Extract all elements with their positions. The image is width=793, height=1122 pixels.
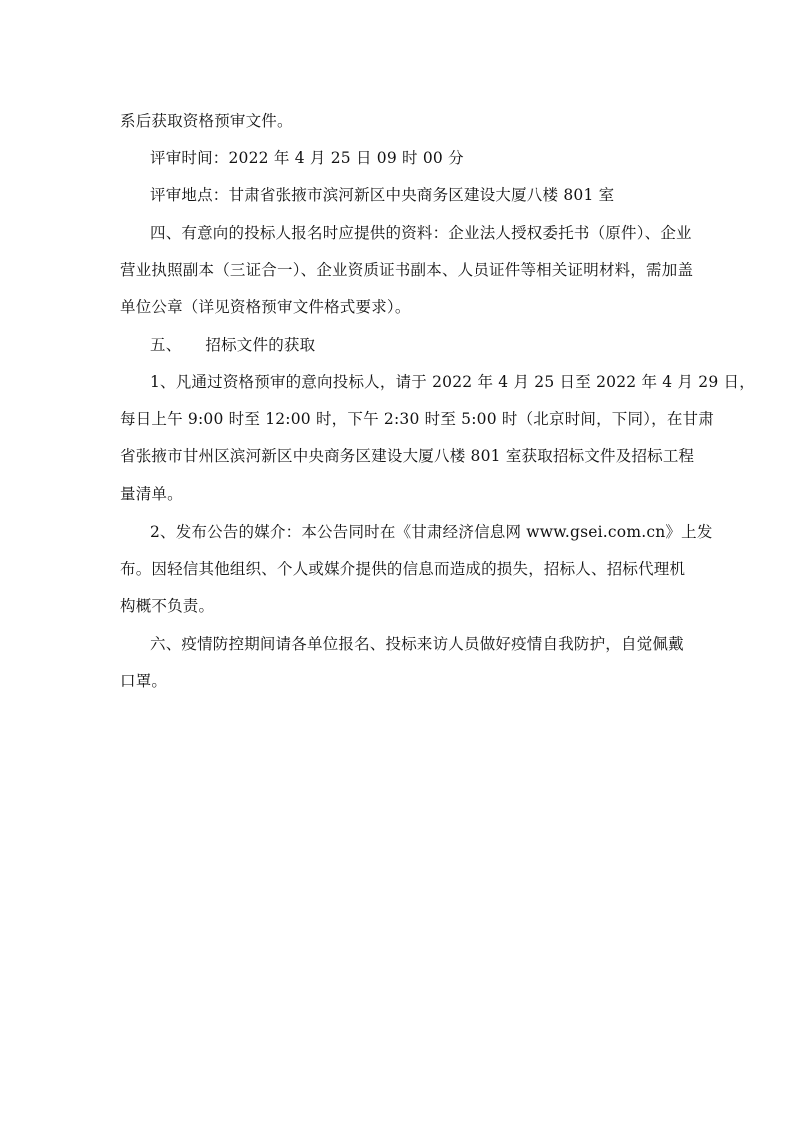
text-line-review-time: 评审时间：2022 年 4 月 25 日 09 时 00 分 (150, 149, 464, 167)
text-line-item1-start: 1、凡通过资格预审的意向投标人，请于 2022 年 4 月 25 日至 2022 年 4 月 29 日， (150, 373, 755, 391)
text-line-review-location: 评审地点：甘肃省张掖市滨河新区中央商务区建设大厦八楼 801 室 (150, 186, 615, 204)
text-line-item1-hours: 每日上午 9:00 时至 12:00 时，下午 2:30 时至 5:00 时（北京时间，下同），在甘肃 (120, 410, 714, 428)
text-line-item1-end: 量清单。 (120, 485, 183, 503)
text-line-continuation: 系后获取资格预审文件。 (120, 112, 293, 130)
text-line-item2-body: 布。因轻信其他组织、个人或媒介提供的信息而造成的损失，招标人、招标代理机 (120, 560, 686, 578)
text-line-section4-body: 营业执照副本（三证合一）、企业资质证书副本、人员证件等相关证明材料，需加盖 (120, 261, 694, 279)
text-line-section4-heading: 四、有意向的投标人报名时应提供的资料：企业法人授权委托书（原件）、企业 (150, 224, 692, 242)
text-line-section6-end: 口罩。 (120, 672, 168, 690)
text-line-section4-end: 单位公章（详见资格预审文件格式要求）。 (120, 298, 411, 316)
text-line-item2-start: 2、发布公告的媒介：本公告同时在《甘肃经济信息网 www.gsei.com.cn》上发 (150, 523, 713, 541)
section5-number: 五、 (150, 336, 182, 354)
section5-heading (150, 335, 315, 355)
text-line-section6: 六、疫情防控期间请各单位报名、投标来访人员做好疫情自我防护，自觉佩戴 (150, 635, 684, 653)
section5-title: 招标文件的获取 (205, 336, 316, 354)
text-line-item2-end: 构概不负责。 (120, 597, 215, 615)
text-line-item1-location: 省张掖市甘州区滨河新区中央商务区建设大厦八楼 801 室获取招标文件及招标工程 (120, 447, 695, 465)
